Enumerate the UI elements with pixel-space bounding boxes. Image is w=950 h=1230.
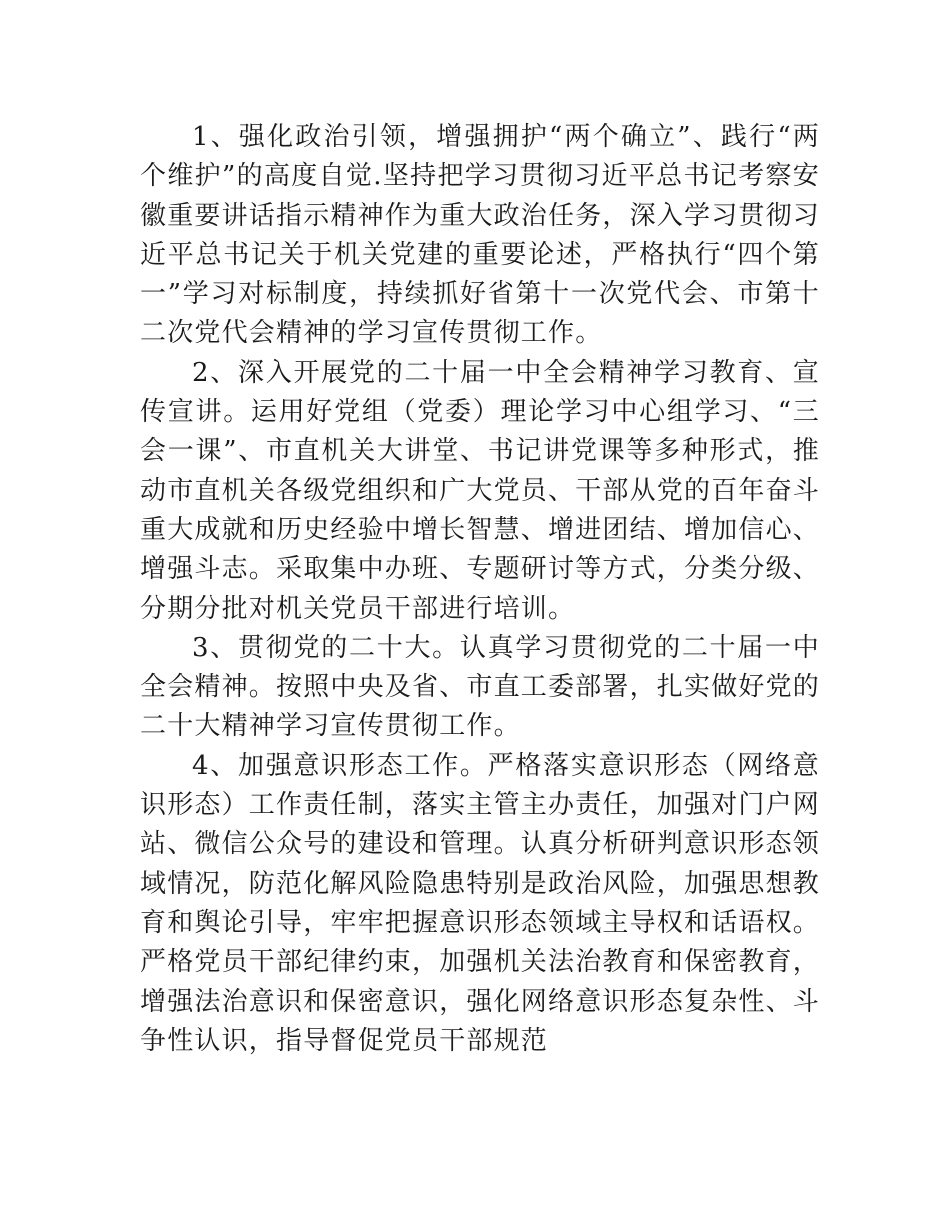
- paragraph-2: 2、深入开展党的二十届一中全会精神学习教育、宣传宣讲。运用好党组（党委）理论学习中心组学习、“三会一课”、市直机关大讲堂、书记讲党课等多种形式，推动市直机关各级党组织和广大党员、干部从党的百年奋斗重大成就和历史经验中增长智慧、增进团结、增加信心、增强斗志。采取集中办班、专题研讨等方式，分类分级、分期分批对机关党员干部进行培训。: [140, 357, 821, 624]
- paragraph-3: 3、贯彻党的二十大。认真学习贯彻党的二十届一中全会精神。按照中央及省、市直工委部署，扎实做好党的二十大精神学习宣传贯彻工作。: [140, 632, 821, 742]
- paragraph-4: 4、加强意识形态工作。严格落实意识形态（网络意识形态）工作责任制，落实主管主办责任，加强对门户网站、微信公众号的建设和管理。认真分析研判意识形态领域情况，防范化解风险隐患特别是政治风险，加强思想教育和舆论引导，牢牢把握意识形态领域主导权和话语权。严格党员干部纪律约束，加强机关法治教育和保密教育，增强法治意识和保密意识，强化网络意识形态复杂性、斗争性认识，指导督促党员干部规范: [140, 750, 821, 1056]
- document-body: [140, 118, 820, 1061]
- paragraph-1: 1、强化政治引领，增强拥护“两个确立”、践行“两个维护”的高度自觉.坚持把学习贯彻习近平总书记考察安徽重要讲话指示精神作为重大政治任务，深入学习贯彻习近平总书记关于机关党建的重要论述，严格执行“四个第一”学习对标制度，持续抓好省第十一次党代会、市第十二次党代会精神的学习宣传贯彻工作。: [140, 122, 821, 349]
